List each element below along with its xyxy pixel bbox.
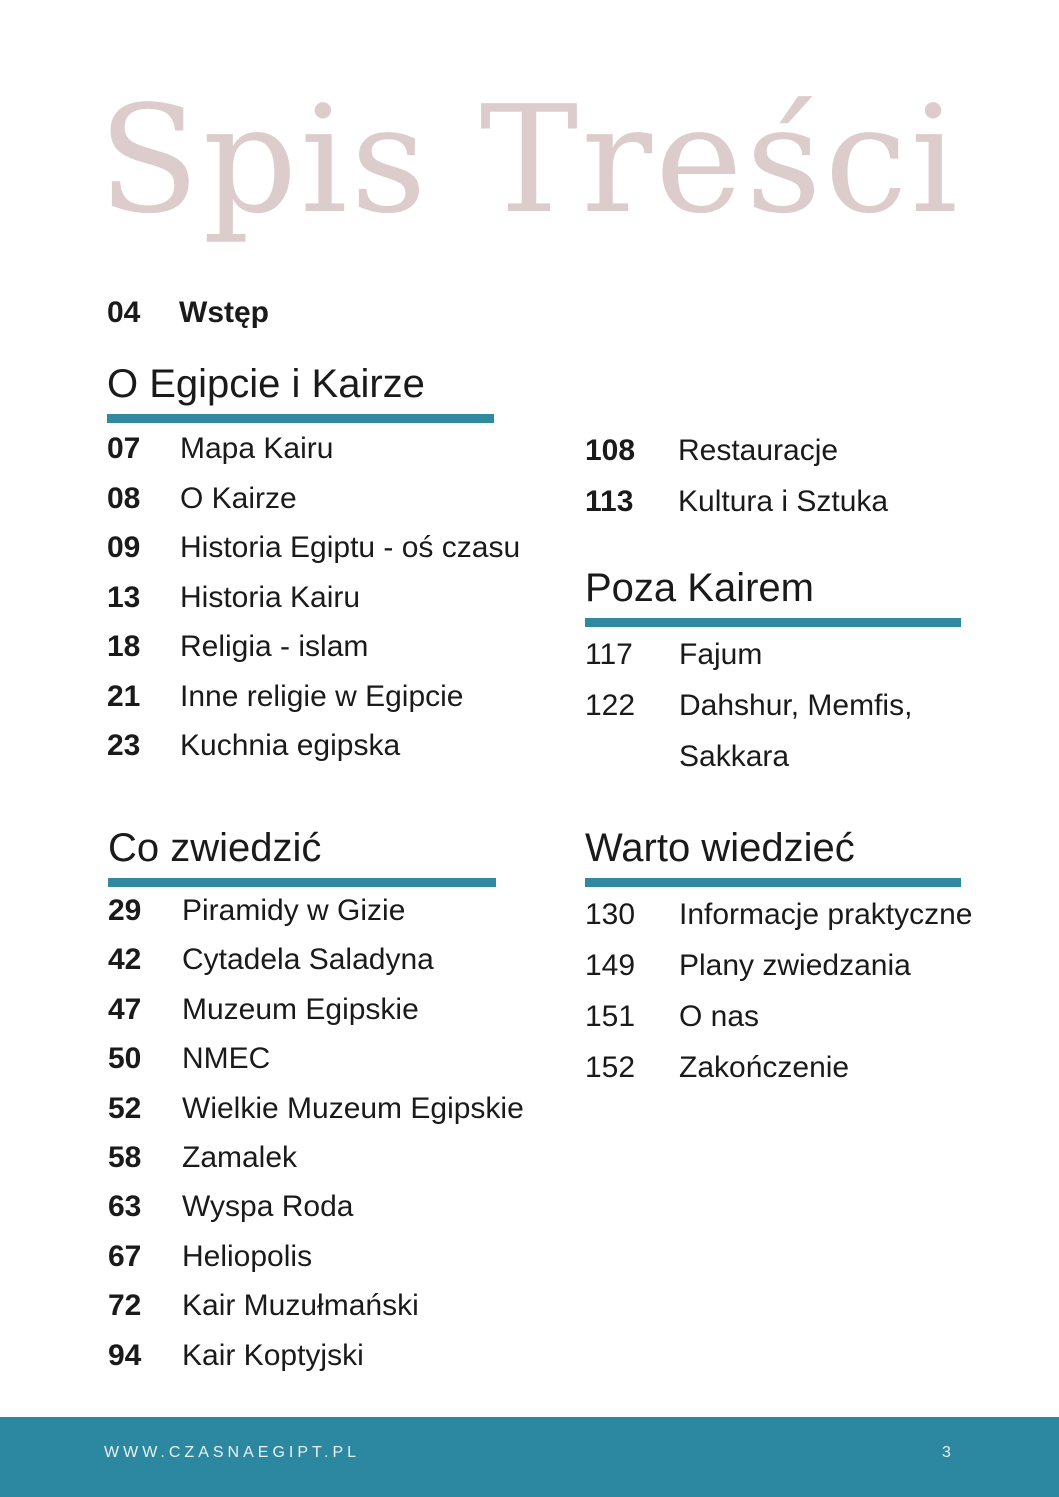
toc-entry[interactable] [107, 630, 520, 680]
entry-label: Historia Kairu [180, 580, 361, 614]
section-underline [585, 618, 961, 627]
toc-entry[interactable] [108, 1042, 524, 1091]
entry-label: Mapa Kairu [180, 432, 334, 465]
toc-list-poza-kairem [585, 638, 912, 791]
toc-entry[interactable] [108, 993, 524, 1042]
section-underline [585, 878, 961, 887]
toc-entry[interactable] [585, 485, 888, 536]
page-number: 04 [107, 296, 141, 329]
page-title: Spis Treści [98, 74, 961, 246]
page-number-footer: 3 [942, 1444, 951, 1461]
toc-entry-intro[interactable] [107, 296, 269, 330]
page-number: 47 [108, 992, 142, 1026]
entry-label: Kair Muzułmański [182, 1289, 419, 1323]
page-number: 108 [585, 434, 636, 467]
toc-entry[interactable] [107, 680, 520, 730]
page-number: 23 [107, 729, 141, 762]
toc-list-co-zwiedzic [108, 894, 524, 1388]
entry-label: Informacje praktyczne [679, 898, 973, 931]
entry-label: Kair Koptyjski [182, 1338, 364, 1372]
entry-label: Sakkara [679, 740, 790, 773]
entry-label: Heliopolis [182, 1239, 313, 1273]
page-number: 52 [108, 1091, 142, 1125]
entry-label: Wyspa Roda [182, 1190, 354, 1224]
page-number: 13 [107, 580, 141, 614]
toc-entry[interactable] [108, 1339, 524, 1388]
page-number: 63 [108, 1190, 142, 1224]
entry-label: Kultura i Sztuka [678, 485, 889, 518]
toc-entry[interactable] [585, 898, 972, 949]
entry-label: O Kairze [180, 481, 297, 515]
toc-entry[interactable] [585, 434, 888, 485]
toc-entry[interactable] [108, 1289, 524, 1338]
entry-label: Dahshur, Memfis, [679, 689, 913, 722]
page-number: 122 [585, 689, 636, 722]
page-number: 152 [585, 1051, 636, 1084]
entry-label: Cytadela Saladyna [182, 943, 434, 977]
footer-bar [0, 1417, 1059, 1497]
toc-list-continued [585, 434, 888, 536]
entry-label: Wielkie Muzeum Egipskie [182, 1091, 524, 1125]
toc-entry[interactable] [107, 581, 520, 631]
entry-label: Fajum [679, 638, 763, 671]
page-number: 07 [107, 432, 141, 465]
website-link[interactable]: WWW.CZASNAEGIPT.PL [104, 1444, 361, 1461]
toc-entry[interactable] [107, 432, 520, 482]
toc-entry[interactable] [108, 1141, 524, 1190]
section-heading-co-zwiedzic [108, 824, 496, 887]
page-number: 149 [585, 949, 636, 982]
page-number: 42 [108, 943, 142, 977]
page-number: 29 [108, 894, 142, 927]
toc-entry[interactable] [107, 482, 520, 532]
entry-label: Kuchnia egipska [180, 729, 401, 762]
page-number: 117 [585, 638, 633, 671]
page-number: 18 [107, 630, 141, 663]
page-number: 21 [107, 679, 141, 713]
toc-entry[interactable] [108, 894, 524, 943]
toc-entry[interactable] [107, 531, 520, 581]
toc-entry[interactable] [585, 689, 912, 740]
toc-entry[interactable] [585, 1000, 972, 1051]
toc-entry[interactable] [108, 1240, 524, 1289]
page-number: 113 [585, 485, 634, 518]
toc-entry-continuation[interactable] [585, 740, 912, 791]
page-number [585, 740, 679, 791]
toc-entry[interactable] [108, 1190, 524, 1239]
toc-entry[interactable] [585, 638, 912, 689]
toc-entry[interactable] [107, 729, 520, 779]
entry-label: Religia - islam [180, 630, 369, 663]
section-title: Poza Kairem [585, 566, 814, 610]
page-number: 50 [108, 1042, 142, 1076]
entry-label: NMEC [182, 1042, 271, 1076]
section-title: Warto wiedzieć [585, 826, 855, 870]
toc-entry[interactable] [108, 1092, 524, 1141]
entry-label: Plany zwiedzania [679, 949, 911, 982]
toc-list-o-egipcie [107, 432, 520, 779]
entry-label: Wstęp [179, 296, 269, 329]
section-title: O Egipcie i Kairze [107, 362, 425, 406]
entry-label: Historia Egiptu - oś czasu [180, 531, 521, 564]
section-underline [107, 414, 494, 423]
section-heading-o-egipcie [107, 360, 494, 423]
entry-label: Zakończenie [679, 1051, 850, 1084]
page-number: 08 [107, 481, 141, 515]
entry-label: Restauracje [678, 434, 839, 467]
toc-entry[interactable] [108, 943, 524, 992]
section-underline [108, 878, 496, 887]
entry-label: Piramidy w Gizie [182, 894, 406, 927]
page-number: 130 [585, 898, 636, 931]
page-number: 94 [108, 1338, 142, 1372]
entry-label: O nas [679, 1000, 760, 1033]
section-title: Co zwiedzić [108, 826, 322, 870]
entry-label: Zamalek [182, 1140, 298, 1174]
toc-entry[interactable] [585, 1051, 972, 1102]
page-number: 72 [108, 1289, 142, 1323]
section-heading-warto-wiedziec [585, 824, 961, 887]
page-number: 58 [108, 1140, 142, 1174]
toc-entry[interactable] [585, 949, 972, 1000]
page-number: 151 [585, 1000, 636, 1033]
entry-label: Muzeum Egipskie [182, 992, 419, 1026]
page-number: 09 [107, 531, 141, 564]
entry-label: Inne religie w Egipcie [180, 679, 464, 713]
page-number: 67 [108, 1239, 142, 1273]
toc-list-warto-wiedziec [585, 898, 972, 1102]
section-heading-poza-kairem [585, 564, 961, 627]
